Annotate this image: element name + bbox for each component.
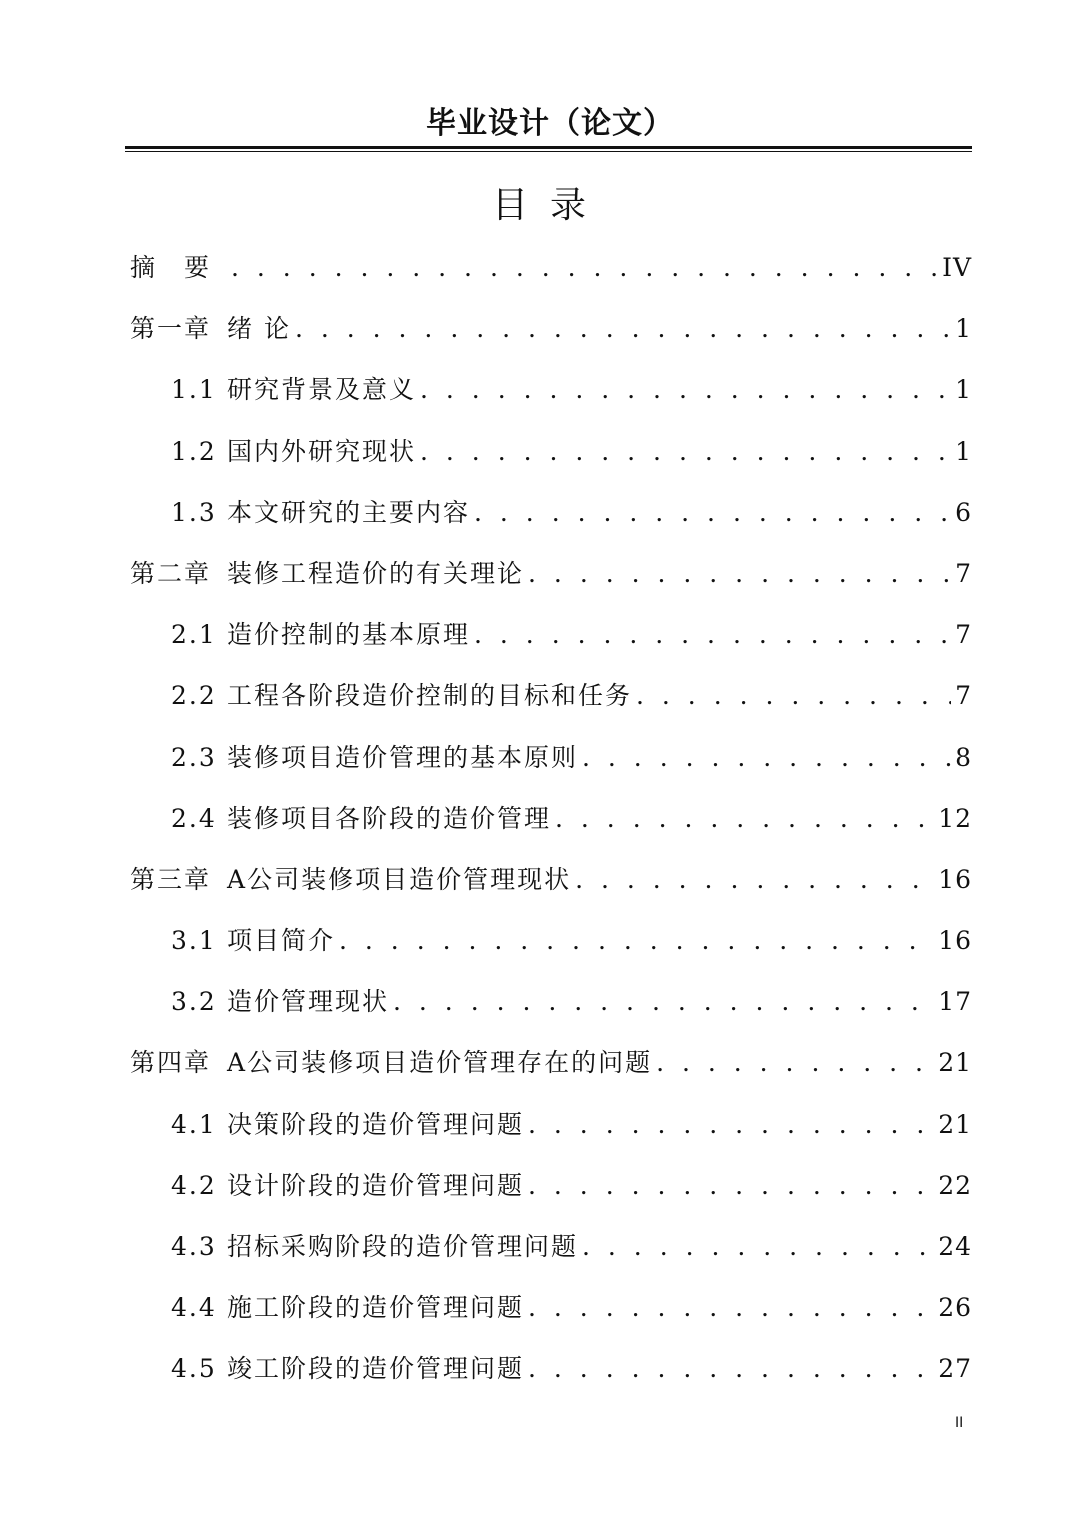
- toc-entry-title: 国内外研究现状: [227, 436, 417, 466]
- toc-entry-number: 2.3: [171, 742, 217, 772]
- toc-entry-3-1[interactable]: [130, 919, 972, 980]
- toc-entry-chapter-3[interactable]: [130, 858, 972, 919]
- header-rule-thick: [125, 146, 972, 149]
- toc-entry-2-3[interactable]: [130, 736, 972, 797]
- toc-entry-chapter-2[interactable]: [130, 552, 972, 613]
- toc-entry-title: 决策阶段的造价管理问题: [227, 1109, 525, 1139]
- toc-leader-dots: [528, 1347, 934, 1391]
- toc-entry-4-5[interactable]: [130, 1347, 972, 1408]
- toc-entry-2-1[interactable]: [130, 613, 972, 674]
- toc-entry-1-3[interactable]: [130, 491, 972, 552]
- toc-entry-number: 第二章: [130, 558, 212, 588]
- toc-leader-dots: [339, 919, 934, 963]
- toc-leader-dots: [575, 858, 934, 902]
- toc-entry-abstract[interactable]: [130, 246, 972, 307]
- toc-entry-page: 17: [938, 987, 972, 1017]
- toc-entry-title: 装修工程造价的有关理论: [227, 558, 525, 588]
- table-of-contents: [130, 246, 972, 1409]
- toc-entry-4-3[interactable]: [130, 1225, 972, 1286]
- toc-entry-title: 造价管理现状: [227, 987, 390, 1017]
- toc-entry-page: 7: [955, 558, 972, 588]
- toc-entry-chapter-4[interactable]: [130, 1041, 972, 1102]
- toc-entry-title: A公司装修项目造价管理现状: [227, 864, 572, 894]
- toc-entry-page: 1: [955, 436, 972, 466]
- toc-entry-3-2[interactable]: [130, 980, 972, 1041]
- toc-entry-title: 项目简介: [227, 926, 336, 956]
- toc-entry-number: 1.3: [171, 497, 217, 527]
- toc-entry-4-2[interactable]: [130, 1164, 972, 1225]
- toc-title: 目录: [491, 185, 608, 226]
- toc-entry-title: 装修项目造价管理的基本原则: [227, 742, 579, 772]
- document-header-title: 毕业设计（论文）: [426, 106, 674, 141]
- toc-entry-page: 16: [938, 926, 972, 956]
- toc-entry-number: 第三章: [130, 864, 212, 894]
- toc-entry-number: 4.2: [171, 1170, 217, 1200]
- toc-entry-number: 3.1: [171, 926, 217, 956]
- toc-entry-page: 26: [938, 1293, 972, 1323]
- toc-entry-page: 6: [955, 497, 972, 527]
- toc-entry-4-4[interactable]: [130, 1286, 972, 1347]
- toc-leader-dots: [295, 307, 951, 351]
- toc-entry-chapter-1[interactable]: [130, 307, 972, 368]
- toc-entry-number: 第四章: [130, 1048, 212, 1078]
- toc-leader-dots: [656, 1041, 934, 1085]
- toc-entry-page: IV: [942, 253, 972, 282]
- toc-leader-dots: [636, 674, 951, 718]
- toc-leader-dots: [528, 552, 951, 596]
- toc-entry-number: 2.1: [171, 620, 217, 650]
- toc-leader-dots: [474, 613, 951, 657]
- toc-entry-number: 4.3: [171, 1232, 217, 1261]
- toc-entry-page: 7: [955, 620, 972, 650]
- toc-entry-page: 1: [955, 314, 972, 344]
- toc-entry-page: 24: [938, 1232, 972, 1261]
- toc-entry-title: 工程各阶段造价控制的目标和任务: [227, 681, 633, 711]
- toc-leader-dots: [420, 430, 951, 474]
- toc-entry-4-1[interactable]: [130, 1103, 972, 1164]
- toc-entry-2-4[interactable]: [130, 797, 972, 858]
- toc-entry-number: 1.2: [171, 436, 217, 466]
- toc-leader-dots: [582, 1225, 934, 1269]
- toc-entry-page: 16: [938, 864, 972, 894]
- page-number: II: [955, 1415, 964, 1431]
- toc-entry-page: 22: [938, 1170, 972, 1200]
- toc-entry-1-1[interactable]: [130, 368, 972, 429]
- toc-entry-page: 7: [955, 681, 972, 711]
- toc-entry-number: 第一章: [130, 314, 212, 344]
- toc-entry-number: 3.2: [171, 987, 217, 1017]
- toc-entry-title: 设计阶段的造价管理问题: [227, 1170, 525, 1200]
- toc-entry-title: A公司装修项目造价管理存在的问题: [227, 1048, 653, 1078]
- toc-entry-page: 21: [938, 1109, 972, 1139]
- toc-leader-dots: [555, 797, 934, 841]
- toc-entry-page: 21: [938, 1048, 972, 1078]
- header-rule-thin: [125, 151, 972, 152]
- toc-entry-2-2[interactable]: [130, 674, 972, 735]
- toc-leader-dots: [420, 368, 951, 412]
- toc-leader-dots: [528, 1103, 934, 1147]
- toc-leader-dots: [528, 1164, 934, 1208]
- toc-entry-number: 1.1: [171, 375, 217, 405]
- toc-entry-title: 造价控制的基本原理: [227, 620, 471, 650]
- toc-entry-title: 竣工阶段的造价管理问题: [227, 1354, 525, 1384]
- toc-leader-dots: [474, 491, 951, 535]
- toc-entry-number: 2.4: [171, 803, 217, 833]
- toc-entry-title: 装修项目各阶段的造价管理: [227, 803, 552, 833]
- toc-entry-title: 本文研究的主要内容: [227, 497, 471, 527]
- toc-leader-dots: [231, 246, 938, 290]
- toc-entry-title: 绪 论: [227, 314, 291, 344]
- toc-entry-page: 12: [938, 803, 972, 833]
- toc-entry-page: 1: [955, 375, 972, 405]
- toc-entry-page: 8: [955, 742, 972, 772]
- toc-entry-number: 4.4: [171, 1293, 217, 1323]
- toc-entry-title: 研究背景及意义: [227, 375, 417, 405]
- toc-entry-title: 招标采购阶段的造价管理问题: [227, 1232, 579, 1261]
- toc-leader-dots: [528, 1286, 934, 1330]
- toc-entry-number: 4.1: [171, 1109, 217, 1139]
- toc-entry-page: 27: [938, 1354, 972, 1384]
- toc-entry-1-2[interactable]: [130, 430, 972, 491]
- toc-leader-dots: [393, 980, 934, 1024]
- toc-entry-number: 2.2: [171, 681, 217, 711]
- toc-leader-dots: [582, 736, 951, 780]
- toc-entry-number: 4.5: [171, 1354, 217, 1384]
- toc-entry-title: 施工阶段的造价管理问题: [227, 1293, 525, 1323]
- toc-entry-number: 摘 要: [130, 253, 212, 282]
